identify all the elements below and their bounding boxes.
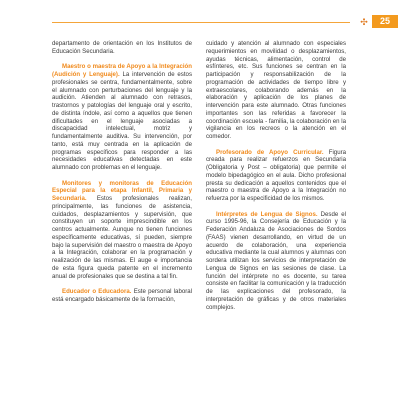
- page-number: 25: [372, 15, 398, 28]
- left-column: [52, 40, 192, 311]
- paragraph-text: La intervención de estos profesionales se centra, fundamentalmente, sobre el alumnado con perturbaciones del lenguaje y la audición. Atienden al alumnado con retrasos, trastornos y patologías del lenguaje oral y escrito, de distinta índole, así como a aquellos que tienen dificultades en el lenguaje asociadas a discapacidad intelectual, motriz y fundamentalmente auditiva. Su intervención, por tanto, está muy centrada en la aplicación de programas específicos para responder a las necesidades educativas detectadas en este alumnado con problemas en el lenguaje.: [52, 71, 192, 171]
- paragraph-text: departamento de orientación en los Institutos de Educación Secundaria.: [52, 40, 192, 55]
- puzzle-icon: ✣: [360, 17, 368, 27]
- paragraph-text: Desde el curso 1995-96, la Consejería de Educación y la Federación Andaluza de Asociaciones de Sordos (FAAS) vienen desarrollando, en virtud de un acuerdo de colaboración, una experiencia educativa mediante la cual alumnos y alumnas con sordera utilizan los servicios de interpretación de Lengua de Signos en las sesiones de clase. La función del intérprete no es docente, su tarea consiste en facilitar la comunicación y la traducción de las explicaciones del profesorado, la interpretación de gráficas y de otros materiales complejos.: [206, 210, 346, 311]
- paragraph: [52, 180, 192, 281]
- paragraph-heading: Monitores y monitoras de Educación Especial para la etapa Infantil, Primaria y Secundaria.: [52, 179, 192, 202]
- paragraph: [52, 63, 192, 172]
- paragraph-heading: Educador o Educadora.: [62, 288, 132, 295]
- paragraph: [206, 40, 346, 141]
- paragraph-heading: Maestro o maestra de Apoyo a la Integración (Audición y Lenguaje).: [52, 63, 192, 78]
- paragraph: [206, 149, 346, 203]
- paragraph: [52, 40, 192, 56]
- paragraph-text: cuidado y atención al alumnado con especiales requerimientos en movilidad o desplazamientos, ayudas técnicas, alimentación, control de esfínteres, etc. Sus funciones se centran en la participación y responsabilización de la programación de actividades de tiempo libre y extraescolares, colaborando además en la elaboración y aplicación de los planes de intervención para este alumnado. Otras funciones importantes son las referidas a favorecer la coordinación escuela - familia, la colaboración en la vigilancia en los recreos o la atención en el comedor.: [206, 40, 346, 140]
- paragraph: [52, 288, 192, 304]
- paragraph-text: Estos profesionales realizan, principalmente, las funciones de asistencia, cuidados, desplazamientos y supervisión, que constituyen un soporte imprescindible en los centros actualmente. Aunque no tienen funciones específicamente educativas, sí pueden, siempre bajo la supervisión del maestro o maestra de Apoyo a la Integración, colaborar en la programación y realización de las mismas. El auge e importancia de esta figura queda patente en el incremento anual de profesionales que se destina a tal fin.: [52, 195, 192, 280]
- paragraph-heading: Profesorado de Apoyo Curricular.: [216, 148, 324, 156]
- right-column: [206, 40, 346, 319]
- header-rule: [52, 22, 350, 23]
- paragraph-heading: Intérpretes de Lengua de Signos.: [216, 210, 318, 218]
- paragraph-text: Este personal laboral está encargado básicamente de la formación,: [52, 288, 192, 303]
- paragraph-text: Figura creada para realizar refuerzos en Secundaria (Obligatoria y Post – obligatoria) que permite el modelo bipedagógico en el aula. Dicho profesional presta su dedicación a aquellos contenidos que el maestro o maestra de Apoyo a la Integración no refuerza por la especificidad de los mismos.: [206, 148, 347, 202]
- paragraph: [206, 211, 346, 312]
